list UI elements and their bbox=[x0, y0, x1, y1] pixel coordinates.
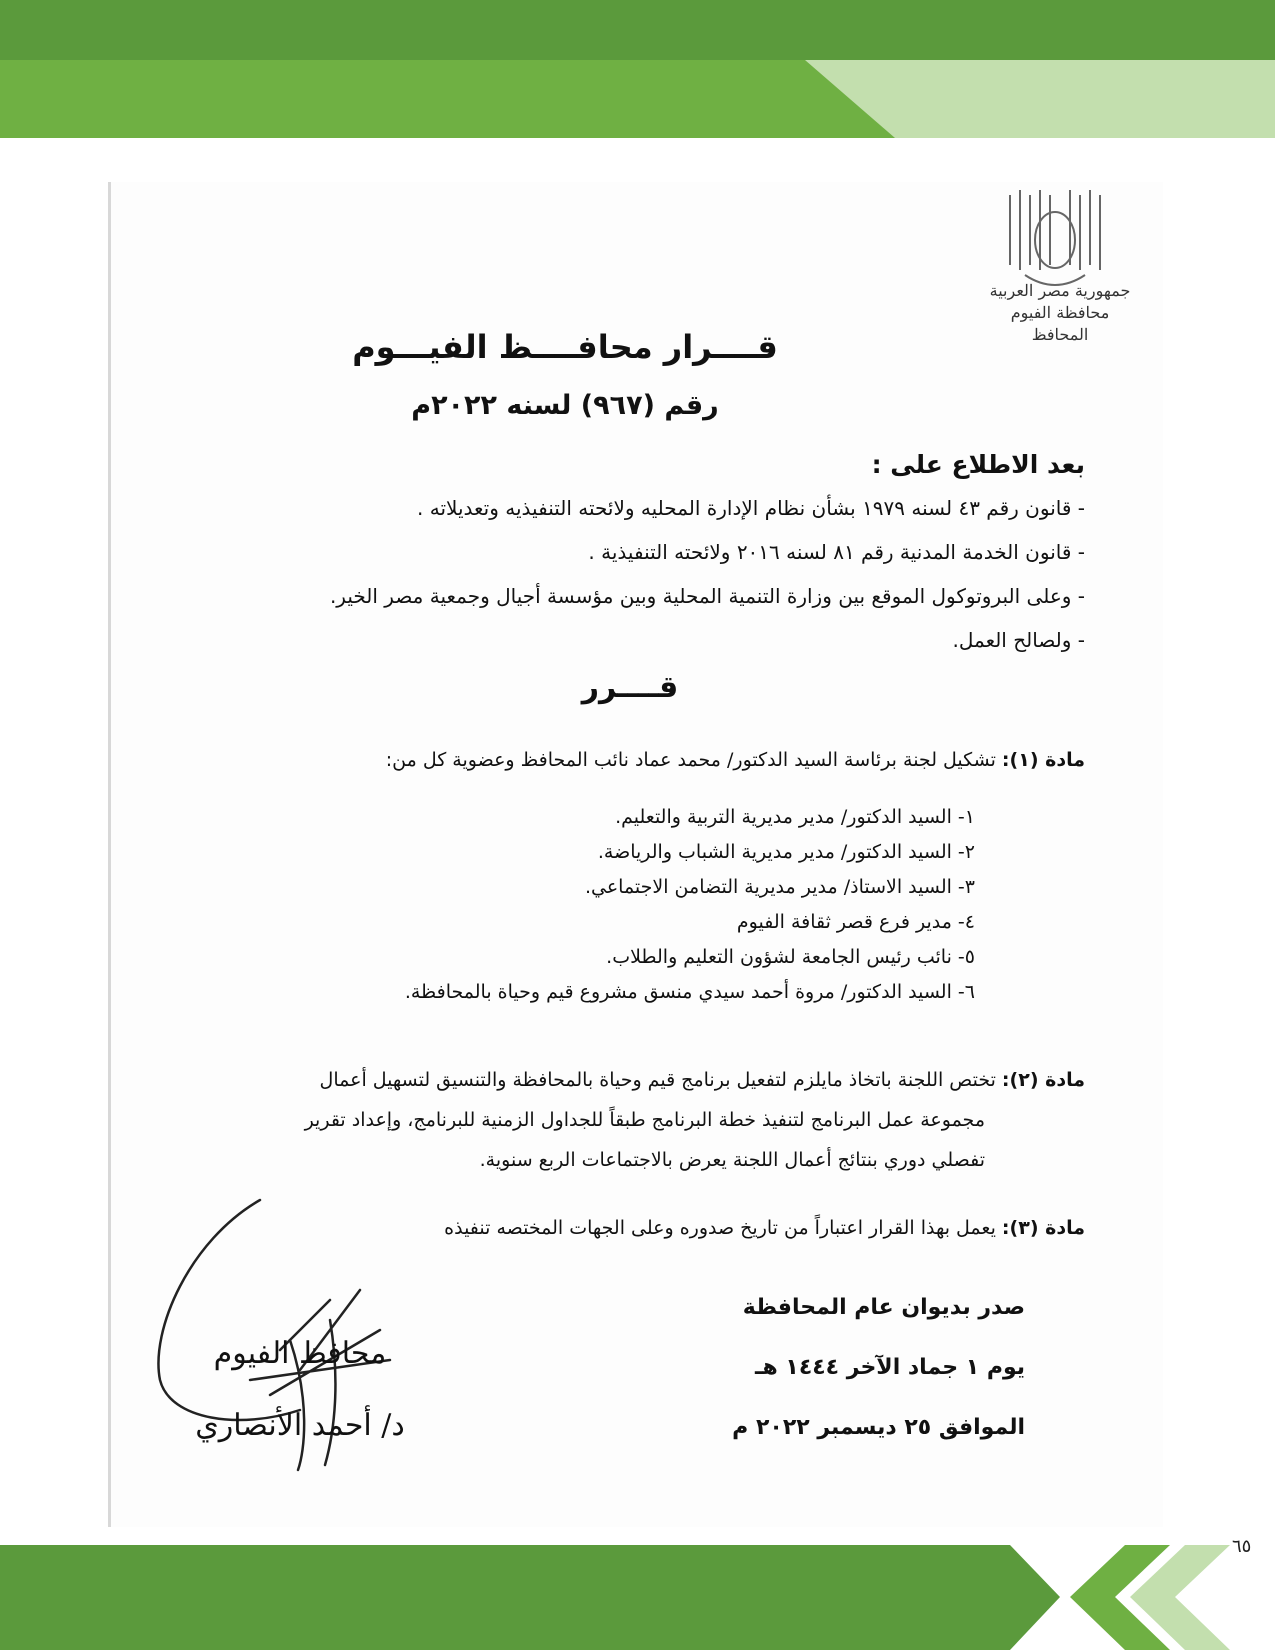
footer-band bbox=[0, 1545, 1275, 1650]
issuance-date-hijri: يوم ١ جماد الآخر ١٤٤٤ هـ bbox=[754, 1355, 1025, 1380]
citation-line: - قانون الخدمة المدنية رقم ٨١ لسنه ٢٠١٦ ولائحته التنفيذية . bbox=[588, 540, 1085, 564]
article-text: يعمل بهذا القرار اعتباراً من تاريخ صدوره وعلى الجهات المختصه تنفيذه bbox=[444, 1217, 996, 1239]
article-2 bbox=[165, 1060, 1085, 1180]
header-accent-band bbox=[0, 60, 1275, 138]
issuance-line: صدر بديوان عام المحافظة bbox=[742, 1295, 1025, 1320]
issuance-date-gregorian: الموافق ٢٥ ديسمبر ٢٠٢٢ م bbox=[732, 1415, 1025, 1440]
article-3 bbox=[444, 1208, 1085, 1248]
governor-signature-block bbox=[150, 1318, 450, 1462]
governor-title: محافظ الفيوم bbox=[213, 1336, 387, 1371]
article-label: مادة (٣): bbox=[1001, 1217, 1085, 1239]
list-item: ٦- السيد الدكتور/ مروة أحمد سيدي منسق مشروع قيم وحياة بالمحافظة. bbox=[404, 981, 975, 1003]
citation-line: - ولصالح العمل. bbox=[952, 628, 1085, 652]
page-number: ٦٥ bbox=[1232, 1536, 1252, 1557]
list-item: ٣- السيد الاستاذ/ مدير مديرية التضامن الاجتماعي. bbox=[584, 876, 975, 898]
list-item: ٤- مدير فرع قصر ثقافة الفيوم bbox=[736, 911, 975, 933]
article-1 bbox=[386, 740, 1085, 780]
decree-title: قــــرار محافــــظ الفيـــوم bbox=[352, 328, 778, 366]
citation-line: - قانون رقم ٤٣ لسنه ١٩٧٩ بشأن نظام الإدارة المحليه ولائحته التنفيذيه وتعديلاته . bbox=[417, 496, 1085, 520]
article-text: مجموعة عمل البرنامج لتنفيذ خطة البرنامج طبقاً للجداول الزمنية للبرنامج، وإعداد تقرير bbox=[304, 1109, 985, 1131]
list-item: ٢- السيد الدكتور/ مدير مديرية الشباب والرياضة. bbox=[597, 841, 975, 863]
emblem-caption bbox=[985, 280, 1135, 346]
governor-name: د/ أحمد الأنصاري bbox=[195, 1408, 405, 1443]
emblem-line: محافظة الفيوم bbox=[1010, 303, 1110, 322]
article-text: تختص اللجنة باتخاذ مايلزم لتفعيل برنامج قيم وحياة بالمحافظة والتنسيق لتسهيل أعمال bbox=[319, 1069, 996, 1091]
citation-line: - وعلى البروتوكول الموقع بين وزارة التنمية المحلية وبين مؤسسة أجيال وجمعية مصر الخير. bbox=[329, 584, 1085, 608]
emblem-line: المحافظ bbox=[1031, 325, 1089, 344]
header-top-bar bbox=[0, 0, 1275, 60]
emblem-line: جمهورية مصر العربية bbox=[989, 281, 1131, 300]
committee-members-list bbox=[405, 800, 975, 1010]
article-text: تشكيل لجنة برئاسة السيد الدكتور/ محمد عماد نائب المحافظ وعضوية كل من: bbox=[385, 749, 996, 771]
issuance-block bbox=[625, 1278, 1025, 1458]
article-label: مادة (٢): bbox=[1001, 1069, 1085, 1091]
decree-number: رقم (٩٦٧) لسنه ٢٠٢٢م bbox=[411, 390, 719, 421]
list-item: ١- السيد الدكتور/ مدير مديرية التربية والتعليم. bbox=[615, 806, 975, 828]
article-text: تفصلي دوري بنتائج أعمال اللجنة يعرض بالاجتماعات الربع سنوية. bbox=[479, 1149, 985, 1171]
preamble-heading: بعد الاطلاع على : bbox=[871, 450, 1085, 479]
list-item: ٥- نائب رئيس الجامعة لشؤون التعليم والطلاب. bbox=[606, 946, 975, 968]
article-label: مادة (١): bbox=[1001, 749, 1085, 771]
decision-heading: قــــرر bbox=[581, 670, 679, 705]
